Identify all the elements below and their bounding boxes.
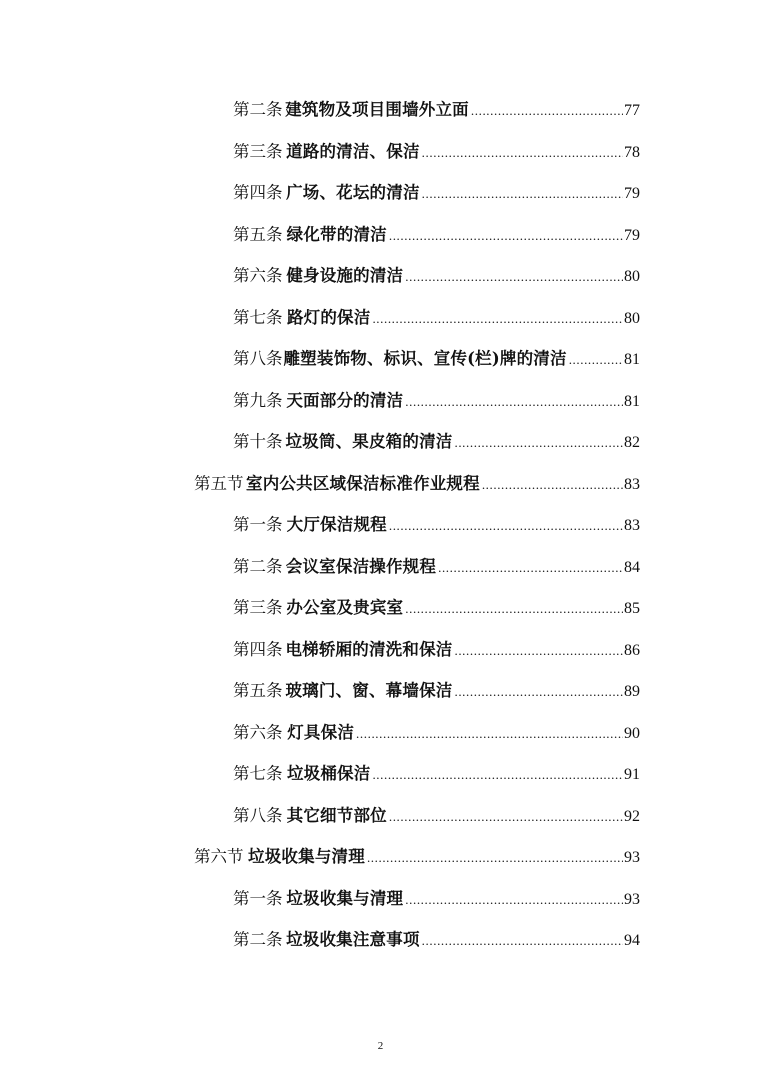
- toc-entry-page: 80: [624, 309, 640, 327]
- toc-entry-page: 89: [624, 683, 640, 701]
- toc-article-entry[interactable]: [0, 215, 761, 257]
- toc-entry-page: 81: [624, 351, 640, 369]
- toc-article-entry[interactable]: [0, 547, 761, 589]
- toc-entry-number: 第二条: [233, 100, 283, 120]
- toc-entry-page: 80: [624, 268, 640, 286]
- toc-entry-number: 第三条: [233, 141, 283, 161]
- toc-entry-title: 垃圾桶保洁: [286, 764, 371, 784]
- toc-entry-number: 第十条: [233, 432, 283, 452]
- toc-entry-title: 垃圾收集注意事项: [286, 930, 420, 950]
- table-of-contents: [0, 90, 761, 962]
- toc-leader-dots: [454, 682, 623, 702]
- toc-entry-title: 天面部分的清洁: [286, 390, 404, 410]
- toc-entry-title: 健身设施的清洁: [286, 266, 404, 286]
- toc-article-entry[interactable]: [0, 256, 761, 298]
- toc-entry-number: 第七条: [233, 307, 283, 327]
- toc-article-entry[interactable]: [0, 90, 761, 132]
- toc-entry-number: 第二条: [233, 930, 283, 950]
- toc-entry-number: 第五条: [233, 681, 283, 701]
- toc-entry-number: 第七条: [233, 764, 283, 784]
- toc-entry-page: 81: [624, 392, 640, 410]
- toc-entry-page: 78: [624, 143, 640, 161]
- toc-article-entry[interactable]: [0, 381, 761, 423]
- toc-entry-title: 其它细节部位: [286, 805, 387, 825]
- toc-section-entry[interactable]: [0, 837, 761, 879]
- toc-article-entry[interactable]: [0, 713, 761, 755]
- toc-entry-page: 92: [624, 807, 640, 825]
- toc-entry-number: 第三条: [233, 598, 283, 618]
- toc-entry-title: 建筑物及项目围墙外立面: [285, 100, 469, 120]
- toc-leader-dots: [389, 807, 623, 827]
- toc-entry-number: 第四条: [233, 183, 283, 203]
- toc-entry-page: 90: [624, 724, 640, 742]
- toc-entry-number: 第六节: [194, 847, 244, 867]
- toc-leader-dots: [389, 516, 623, 536]
- toc-article-entry[interactable]: [0, 422, 761, 464]
- toc-entry-number: 第九条: [233, 390, 283, 410]
- toc-leader-dots: [372, 765, 623, 785]
- toc-entry-title: 道路的清洁、保洁: [286, 141, 420, 161]
- toc-entry-page: 93: [624, 849, 640, 867]
- toc-entry-title: 绿化带的清洁: [286, 224, 387, 244]
- toc-article-entry[interactable]: [0, 339, 761, 381]
- toc-entry-page: 83: [624, 517, 640, 535]
- toc-entry-page: 94: [624, 932, 640, 950]
- toc-entry-title: 路灯的保洁: [286, 307, 371, 327]
- toc-article-entry[interactable]: [0, 879, 761, 921]
- toc-article-entry[interactable]: [0, 754, 761, 796]
- toc-leader-dots: [422, 931, 623, 951]
- toc-article-entry[interactable]: [0, 505, 761, 547]
- toc-leader-dots: [422, 184, 623, 204]
- toc-entry-title: 垃圾筒、果皮箱的清洁: [285, 432, 453, 452]
- toc-entry-title: 玻璃门、窗、幕墙保洁: [285, 681, 453, 701]
- toc-entry-title: 会议室保洁操作规程: [285, 556, 437, 576]
- toc-article-entry[interactable]: [0, 173, 761, 215]
- toc-leader-dots: [389, 226, 623, 246]
- toc-leader-dots: [454, 641, 623, 661]
- toc-entry-title: 灯具保洁: [287, 722, 355, 742]
- toc-leader-dots: [438, 558, 623, 578]
- toc-leader-dots: [356, 724, 623, 744]
- toc-section-entry[interactable]: [0, 464, 761, 506]
- toc-article-entry[interactable]: [0, 132, 761, 174]
- toc-entry-title: 垃圾收集与清理: [248, 847, 365, 867]
- toc-leader-dots: [372, 309, 623, 329]
- toc-entry-page: 79: [624, 226, 640, 244]
- toc-entry-number: 第二条: [233, 556, 283, 576]
- page-number: 2: [377, 1040, 384, 1052]
- toc-entry-page: 85: [624, 600, 640, 618]
- toc-leader-dots: [454, 433, 623, 453]
- toc-leader-dots: [367, 848, 623, 868]
- toc-entry-title: 广场、花坛的清洁: [286, 183, 420, 203]
- toc-entry-page: 91: [624, 766, 640, 784]
- toc-article-entry[interactable]: [0, 588, 761, 630]
- toc-entry-title: 垃圾收集与清理: [286, 888, 404, 908]
- toc-entry-number: 第四条: [233, 639, 283, 659]
- toc-entry-page: 86: [624, 641, 640, 659]
- toc-leader-dots: [471, 101, 623, 121]
- toc-entry-page: 84: [624, 558, 640, 576]
- toc-entry-number: 第五条: [233, 224, 283, 244]
- toc-entry-title: 电梯轿厢的清洗和保洁: [285, 639, 453, 659]
- toc-leader-dots: [482, 475, 623, 495]
- toc-entry-page: 83: [624, 475, 640, 493]
- toc-entry-page: 77: [624, 102, 640, 120]
- toc-entry-title: 大厅保洁规程: [286, 515, 387, 535]
- toc-leader-dots: [569, 350, 623, 370]
- toc-entry-page: 93: [624, 890, 640, 908]
- toc-leader-dots: [405, 599, 623, 619]
- toc-entry-title: 室内公共区域保洁标准作业规程: [246, 473, 480, 493]
- toc-entry-title: 雕塑装饰物、标识、宣传(栏)牌的清洁: [283, 349, 567, 369]
- toc-article-entry[interactable]: [0, 298, 761, 340]
- toc-entry-number: 第一条: [233, 888, 283, 908]
- toc-article-entry[interactable]: [0, 796, 761, 838]
- toc-entry-number: 第一条: [233, 515, 283, 535]
- toc-entry-number: 第六条: [233, 722, 283, 742]
- toc-leader-dots: [405, 392, 623, 412]
- toc-entry-number: 第八条: [233, 805, 283, 825]
- toc-entry-number: 第五节: [194, 473, 244, 493]
- toc-leader-dots: [405, 890, 623, 910]
- toc-leader-dots: [422, 143, 623, 163]
- toc-article-entry[interactable]: [0, 671, 761, 713]
- toc-entry-number: 第六条: [233, 266, 283, 286]
- toc-leader-dots: [405, 267, 623, 287]
- toc-entry-page: 79: [624, 185, 640, 203]
- toc-entry-page: 82: [624, 434, 640, 452]
- toc-entry-title: 办公室及贵宾室: [286, 598, 404, 618]
- toc-article-entry[interactable]: [0, 630, 761, 672]
- toc-entry-number: 第八条: [233, 349, 283, 369]
- toc-article-entry[interactable]: [0, 920, 761, 962]
